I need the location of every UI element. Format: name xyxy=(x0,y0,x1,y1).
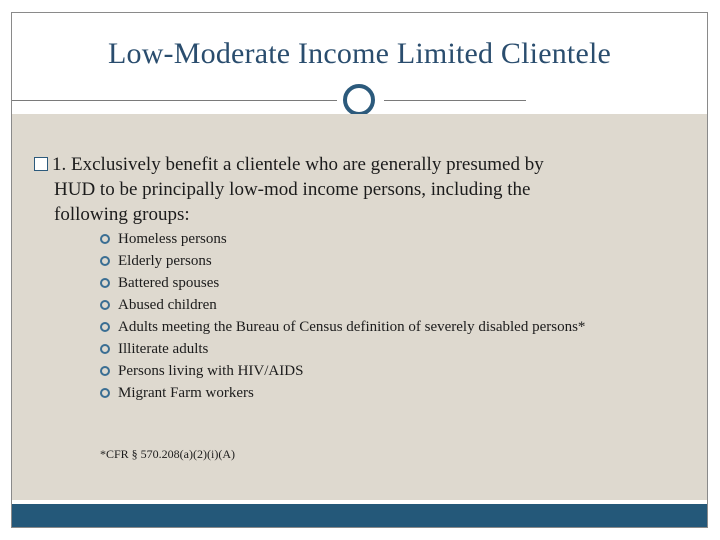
main-point-text-1: 1. Exclusively benefit a clientele who are generally presumed by xyxy=(52,154,544,175)
ring-inner xyxy=(343,84,375,116)
group-label: Adults meeting the Bureau of Census definition of severely disabled persons* xyxy=(118,319,586,335)
group-label: Battered spouses xyxy=(118,275,220,291)
group-list xyxy=(100,228,680,404)
group-label: Elderly persons xyxy=(118,253,212,269)
group-label: Migrant Farm workers xyxy=(118,385,254,401)
main-point-line-3: following groups: xyxy=(54,204,190,225)
group-list-item xyxy=(100,250,680,272)
circle-bullet-icon xyxy=(100,234,110,244)
circle-bullet-icon xyxy=(100,344,110,354)
square-bullet-icon xyxy=(34,157,48,171)
title-divider-right xyxy=(384,100,526,101)
circle-bullet-icon xyxy=(100,256,110,266)
group-list-item xyxy=(100,338,680,360)
title-divider-left xyxy=(12,100,337,101)
group-list-item xyxy=(100,316,680,338)
group-list-item xyxy=(100,228,680,250)
group-label: Homeless persons xyxy=(118,231,227,247)
circle-bullet-icon xyxy=(100,278,110,288)
footnote: *CFR § 570.208(a)(2)(i)(A) xyxy=(100,447,235,461)
group-list-item xyxy=(100,294,680,316)
group-label: Abused children xyxy=(118,297,217,313)
circle-bullet-icon xyxy=(100,366,110,376)
bottom-accent-bar xyxy=(12,504,707,527)
circle-bullet-icon xyxy=(100,388,110,398)
group-label: Persons living with HIV/AIDS xyxy=(118,363,304,379)
main-point xyxy=(34,152,674,227)
group-list-item xyxy=(100,272,680,294)
group-list-item xyxy=(100,360,680,382)
group-label: Illiterate adults xyxy=(118,341,209,357)
main-point-line-2: HUD to be principally low-mod income persons, including the xyxy=(54,179,531,200)
circle-bullet-icon xyxy=(100,322,110,332)
slide-title: Low-Moderate Income Limited Clientele xyxy=(107,37,612,70)
content-area xyxy=(12,114,707,500)
group-list-item xyxy=(100,382,680,404)
main-point-line-1 xyxy=(34,152,674,177)
circle-bullet-icon xyxy=(100,300,110,310)
